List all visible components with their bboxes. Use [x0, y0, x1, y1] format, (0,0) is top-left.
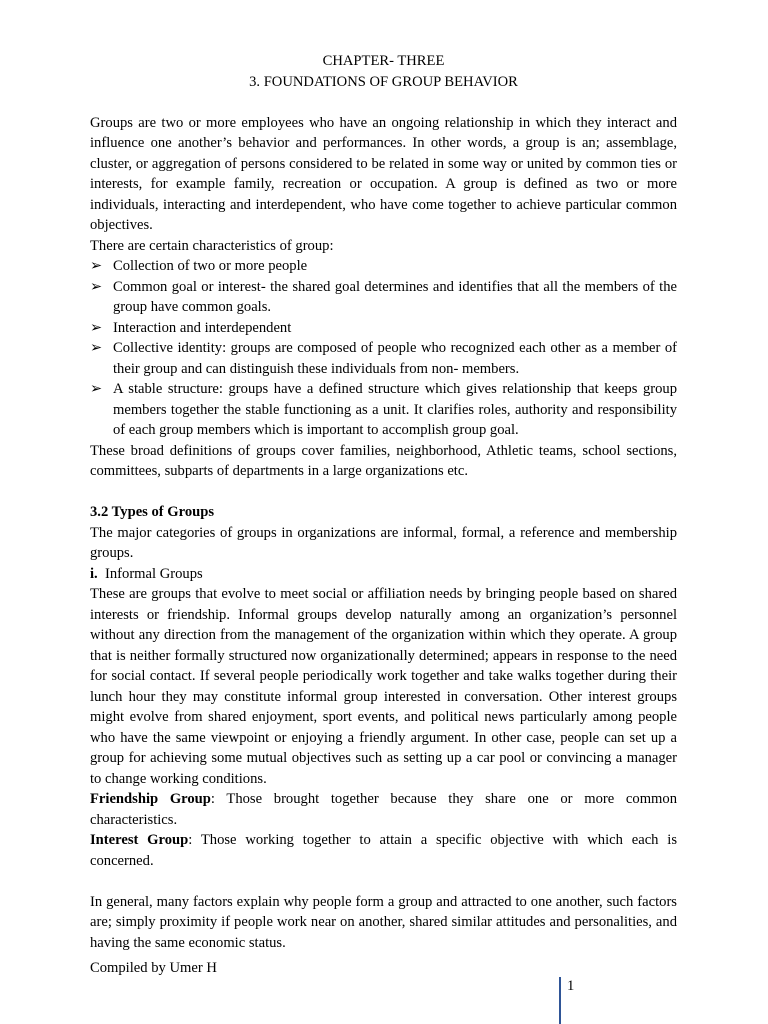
informal-heading: i. Informal Groups [90, 565, 203, 582]
general-paragraph: In general, many factors explain why people form a group and attracted to one another, such factors are; simply proximity if people work near on another, shared similar attitudes and personalities, and having the same economic status. [90, 893, 677, 951]
list-item: ➢ Collective identity: groups are composed of people who recognized each other as a member of their group and can distinguish these individuals from non- members. [90, 340, 677, 377]
intro-paragraph: Groups are two or more employees who have an ongoing relationship in which they interact and influence one another’s behavior and performances. In other words, a group is an; assemblage, cluster, or aggregation of persons considered to be related in some way or united by common ties or interests, for example family, recreation or occupation. A group is defined as two or more individuals, interacting and interdependent, who have come together to achieve particular common objectives. [90, 114, 677, 233]
list-item: ➢ A stable structure: groups have a defined structure which gives relationship that keeps group members together the stable functioning as a unit. It clarifies roles, authority and responsibility of each group members which is important to accomplish group goal. [90, 381, 677, 438]
chapter-title: 3. FOUNDATIONS OF GROUP BEHAVIOR [249, 73, 518, 90]
arrow-bullet-icon: ➢ [90, 340, 103, 356]
list-item: ➢ Common goal or interest- the shared goal determines and identifies that all the members of the group have common goals. [90, 278, 677, 315]
informal-paragraph: These are groups that evolve to meet social or affiliation needs by bringing people based on shared interests or friendship. Informal groups develop naturally among an organization’s personnel without any direction from the management of the organization within which they operate. A group that is neither formally structured now organizationally determined; appears in response to the need for social contact. If several people periodically work together and take walks together during their lunch hour they may constitute informal group interested in conversation. Other interest groups might evolve from shared enjoyment, sport events, and political news particularly among people who have the same viewpoint or enjoying a friendly argument. In other case, people can set up a group for achieving some mutual objectives such as setting up a car pool or convincing a manager to change working conditions. [90, 586, 677, 787]
section-heading: 3.2 Types of Groups [90, 504, 215, 520]
page-number-bar [559, 977, 561, 1024]
characteristics-lead: There are certain characteristics of group: [90, 237, 334, 254]
arrow-bullet-icon: ➢ [90, 278, 103, 295]
arrow-bullet-icon: ➢ [90, 319, 103, 336]
informal-marker: i. [90, 565, 98, 582]
interest-group-definition: Interest Group: Those working together to attain a specific objective with which each is concerned. [90, 832, 678, 869]
definitions-closing: These broad definitions of groups cover families, neighborhood, Athletic teams, school sections, committees, subparts of departments in a large organizations etc. [90, 442, 677, 479]
page-number: 1 [567, 978, 575, 994]
arrow-bullet-icon: ➢ [90, 258, 103, 274]
footer-compiled-by: Compiled by Umer H [90, 960, 217, 976]
list-item: ➢ Interaction and interdependent [90, 318, 677, 339]
list-item: ➢ Collection of two or more people [90, 256, 677, 277]
types-intro: The major categories of groups in organizations are informal, formal, a reference and membership groups. [90, 524, 677, 561]
friendship-group-definition: Friendship Group: Those brought together because they share one or more common characteristics. [90, 791, 677, 828]
arrow-bullet-icon: ➢ [90, 381, 103, 397]
chapter-label: CHAPTER- THREE [322, 53, 445, 69]
characteristics-list [90, 256, 677, 441]
document-page [90, 51, 677, 953]
